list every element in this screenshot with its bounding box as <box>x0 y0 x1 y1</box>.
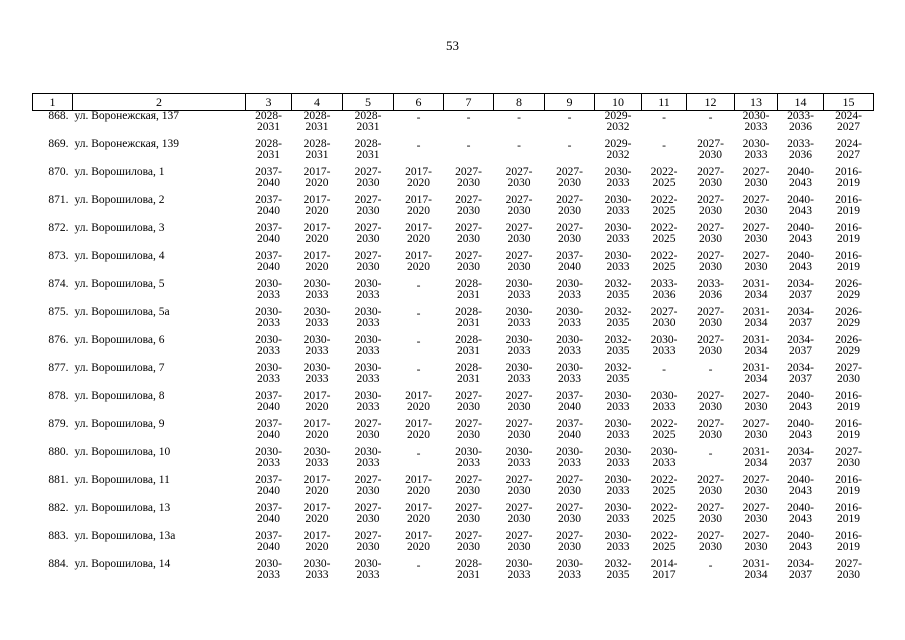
period-cell: 2027- 2030 <box>697 306 724 329</box>
period-cell: 2027- 2030 <box>354 418 382 441</box>
table-row <box>33 223 874 251</box>
period-cell: - <box>416 308 421 320</box>
column-header: 11 <box>642 94 687 111</box>
period-cell: 2027- 2030 <box>505 530 533 553</box>
table-row <box>33 363 874 391</box>
table-body <box>33 111 874 588</box>
period-cell: 2030- 2033 <box>354 558 382 581</box>
period-cell: 2028- 2031 <box>455 362 482 385</box>
column-header: 7 <box>444 94 494 111</box>
period-cell: 2027- 2030 <box>505 222 533 245</box>
period-cell: 2030- 2033 <box>303 558 331 581</box>
period-cell: 2022- 2025 <box>650 166 678 189</box>
period-cell: 2027- 2030 <box>742 418 770 441</box>
period-cell: 2017- 2020 <box>405 222 432 245</box>
period-cell: 2030- 2033 <box>650 446 678 469</box>
period-cell: 2027- 2030 <box>742 474 770 497</box>
period-cell: - <box>416 336 421 348</box>
table-row <box>33 419 874 447</box>
period-cell: 2030- 2033 <box>604 446 632 469</box>
period-cell: 2031- 2034 <box>742 334 770 357</box>
table-row <box>33 559 874 587</box>
row-number: 873. <box>48 250 69 262</box>
period-cell: 2040- 2043 <box>787 474 814 497</box>
period-cell: - <box>567 140 572 152</box>
table-row <box>33 167 874 195</box>
period-cell: 2032- 2035 <box>604 278 632 301</box>
period-cell: 2017- 2020 <box>405 502 432 525</box>
column-header: 1 <box>33 94 73 111</box>
period-cell: 2034- 2037 <box>787 278 814 301</box>
period-cell: 2030- 2033 <box>303 278 331 301</box>
period-cell: 2027- 2030 <box>556 502 583 525</box>
period-cell: 2027- 2030 <box>556 474 583 497</box>
period-cell: 2030- 2033 <box>505 278 533 301</box>
period-cell: 2032- 2035 <box>604 334 632 357</box>
period-cell: 2016- 2019 <box>835 250 862 273</box>
period-cell: - <box>416 112 421 124</box>
period-cell: 2030- 2033 <box>255 306 282 329</box>
period-cell: 2017- 2020 <box>405 474 432 497</box>
period-cell: - <box>416 280 421 292</box>
period-cell: - <box>416 448 421 460</box>
row-number: 876. <box>48 334 69 346</box>
period-cell: 2027- 2030 <box>556 166 583 189</box>
row-number: 884. <box>48 558 69 570</box>
period-cell: 2030- 2033 <box>604 222 632 245</box>
column-header: 12 <box>687 94 735 111</box>
period-cell: 2030- 2033 <box>742 138 770 161</box>
column-header: 9 <box>545 94 595 111</box>
period-cell: 2026- 2029 <box>835 278 862 301</box>
row-number: 868. <box>48 110 69 122</box>
period-cell: - <box>567 112 572 124</box>
period-cell: 2027- 2030 <box>455 474 482 497</box>
period-cell: 2030- 2033 <box>255 278 282 301</box>
period-cell: 2037- 2040 <box>255 418 282 441</box>
period-cell: - <box>662 364 666 376</box>
table-row <box>33 139 874 167</box>
period-cell: 2016- 2019 <box>835 502 862 525</box>
period-cell: 2037- 2040 <box>255 222 282 245</box>
period-cell: 2031- 2034 <box>742 558 770 581</box>
address-cell: ул. Воронежская, 137 <box>74 110 180 122</box>
period-cell: 2027- 2030 <box>742 222 770 245</box>
period-cell: 2027- 2030 <box>697 502 724 525</box>
period-cell: 2030- 2033 <box>604 474 632 497</box>
period-cell: 2017- 2020 <box>303 418 331 441</box>
period-cell: 2030- 2033 <box>354 446 382 469</box>
period-cell: 2017- 2020 <box>303 502 331 525</box>
table-row <box>33 335 874 363</box>
period-cell: 2017- 2020 <box>405 530 432 553</box>
period-cell: 2030- 2033 <box>354 390 382 413</box>
period-cell: 2017- 2020 <box>405 390 432 413</box>
period-cell: 2017- 2020 <box>303 530 331 553</box>
address-cell: ул. Ворошилова, 14 <box>74 558 171 570</box>
period-cell: 2030- 2033 <box>505 306 533 329</box>
period-cell: 2027- 2030 <box>556 194 583 217</box>
period-cell: - <box>466 140 471 152</box>
header-row <box>33 94 874 111</box>
period-cell: 2032- 2035 <box>604 362 632 385</box>
period-cell: 2030- 2033 <box>505 446 533 469</box>
period-cell: 2026- 2029 <box>835 334 862 357</box>
period-cell: 2030- 2033 <box>505 558 533 581</box>
period-cell: 2027- 2030 <box>354 530 382 553</box>
period-cell: 2030- 2033 <box>556 558 583 581</box>
column-header: 15 <box>824 94 874 111</box>
table-row <box>33 503 874 531</box>
period-cell: 2031- 2034 <box>742 362 770 385</box>
address-cell: ул. Ворошилова, 2 <box>74 194 165 206</box>
period-cell: 2027- 2030 <box>697 138 724 161</box>
period-cell: 2027- 2030 <box>650 306 678 329</box>
period-cell: 2027- 2030 <box>556 530 583 553</box>
period-cell: 2037- 2040 <box>255 250 282 273</box>
period-cell: - <box>708 560 713 572</box>
period-cell: 2030- 2033 <box>255 362 282 385</box>
period-cell: 2016- 2019 <box>835 530 862 553</box>
period-cell: 2016- 2019 <box>835 194 862 217</box>
period-cell: 2017- 2020 <box>303 166 331 189</box>
row-number: 879. <box>48 418 69 430</box>
period-cell: 2016- 2019 <box>835 222 862 245</box>
period-cell: 2030- 2033 <box>255 334 282 357</box>
row-number: 871. <box>48 194 69 206</box>
period-cell: 2030- 2033 <box>556 362 583 385</box>
row-number: 878. <box>48 390 69 402</box>
address-cell: ул. Ворошилова, 1 <box>74 166 165 178</box>
table-row <box>33 391 874 419</box>
period-cell: 2034- 2037 <box>787 334 814 357</box>
period-cell: 2029- 2032 <box>604 110 632 133</box>
period-cell: 2017- 2020 <box>405 166 432 189</box>
page-number: 53 <box>446 38 459 53</box>
period-cell: - <box>662 140 666 152</box>
period-cell: 2027- 2030 <box>505 474 533 497</box>
period-cell: 2030- 2033 <box>556 278 583 301</box>
period-cell: 2027- 2030 <box>697 390 724 413</box>
period-cell: 2033- 2036 <box>650 278 678 301</box>
period-cell: 2030- 2033 <box>354 278 382 301</box>
row-number: 870. <box>48 166 69 178</box>
period-cell: - <box>517 112 521 124</box>
address-cell: ул. Ворошилова, 13 <box>74 502 171 514</box>
period-cell: 2027- 2030 <box>505 390 533 413</box>
row-number: 875. <box>48 306 69 318</box>
period-cell: 2030- 2033 <box>556 306 583 329</box>
period-cell: 2037- 2040 <box>255 194 282 217</box>
period-cell: 2027- 2030 <box>505 194 533 217</box>
period-cell: 2037- 2040 <box>255 390 282 413</box>
period-cell: - <box>416 560 421 572</box>
period-cell: 2016- 2019 <box>835 418 862 441</box>
period-cell: 2027- 2030 <box>697 222 724 245</box>
table-row <box>33 251 874 279</box>
row-number: 881. <box>48 474 69 486</box>
period-cell: - <box>517 140 521 152</box>
period-cell: 2027- 2030 <box>742 194 770 217</box>
period-cell: 2027- 2030 <box>742 530 770 553</box>
period-cell: 2030- 2033 <box>255 446 282 469</box>
period-cell: 2037- 2040 <box>556 390 583 413</box>
period-cell: 2014- 2017 <box>650 558 678 581</box>
period-cell: 2027- 2030 <box>697 418 724 441</box>
address-cell: ул. Ворошилова, 4 <box>74 250 165 262</box>
period-cell: 2028- 2031 <box>354 138 382 161</box>
address-cell: ул. Ворошилова, 7 <box>74 362 165 374</box>
period-cell: 2030- 2033 <box>303 446 331 469</box>
period-cell: 2027- 2030 <box>354 250 382 273</box>
period-cell: 2027- 2030 <box>742 166 770 189</box>
address-cell: ул. Ворошилова, 11 <box>74 474 170 486</box>
column-header: 13 <box>735 94 778 111</box>
row-number: 883. <box>48 530 69 542</box>
period-cell: 2030- 2033 <box>556 334 583 357</box>
table-row <box>33 111 874 140</box>
period-cell: 2030- 2033 <box>650 334 678 357</box>
table-row <box>33 307 874 335</box>
period-cell: 2017- 2020 <box>303 474 331 497</box>
period-cell: 2037- 2040 <box>255 530 282 553</box>
period-cell: 2027- 2030 <box>354 222 382 245</box>
period-cell: 2027- 2030 <box>697 334 724 357</box>
period-cell: 2028- 2031 <box>455 278 482 301</box>
period-cell: 2027- 2030 <box>354 474 382 497</box>
period-cell: 2040- 2043 <box>787 418 814 441</box>
column-header: 4 <box>292 94 343 111</box>
table-row <box>33 279 874 307</box>
period-cell: 2027- 2030 <box>742 390 770 413</box>
period-cell: 2030- 2033 <box>556 446 583 469</box>
schedule-table <box>32 93 874 587</box>
period-cell: 2030- 2033 <box>650 390 678 413</box>
address-cell: ул. Ворошилова, 10 <box>74 446 171 458</box>
period-cell: 2017- 2020 <box>405 250 432 273</box>
period-cell: 2017- 2020 <box>303 222 331 245</box>
period-cell: 2024- 2027 <box>835 138 862 161</box>
period-cell: 2022- 2025 <box>650 250 678 273</box>
row-number: 869. <box>48 138 69 150</box>
period-cell: 2022- 2025 <box>650 418 678 441</box>
period-cell: 2037- 2040 <box>556 250 583 273</box>
period-cell: 2027- 2030 <box>354 502 382 525</box>
period-cell: 2037- 2040 <box>556 418 583 441</box>
period-cell: 2016- 2019 <box>835 390 862 413</box>
period-cell: 2027- 2030 <box>455 502 482 525</box>
period-cell: 2040- 2043 <box>787 250 814 273</box>
period-cell: 2033- 2036 <box>787 138 814 161</box>
period-cell: 2027- 2030 <box>455 390 482 413</box>
period-cell: - <box>708 364 713 376</box>
period-cell: 2030- 2033 <box>354 306 382 329</box>
period-cell: 2037- 2040 <box>255 502 282 525</box>
row-number: 877. <box>48 362 69 374</box>
period-cell: 2030- 2033 <box>604 502 632 525</box>
address-cell: ул. Ворошилова, 5 <box>74 278 165 290</box>
column-header: 6 <box>394 94 444 111</box>
address-cell: ул. Ворошилова, 13а <box>74 530 176 542</box>
period-cell: 2027- 2030 <box>835 362 862 385</box>
period-cell: 2030- 2033 <box>303 306 331 329</box>
address-cell: ул. Воронежская, 139 <box>74 138 180 150</box>
period-cell: 2017- 2020 <box>405 418 432 441</box>
period-cell: 2034- 2037 <box>787 306 814 329</box>
period-cell: 2027- 2030 <box>354 166 382 189</box>
period-cell: 2040- 2043 <box>787 530 814 553</box>
period-cell: 2027- 2030 <box>697 194 724 217</box>
table-row <box>33 475 874 503</box>
period-cell: 2030- 2033 <box>604 194 632 217</box>
period-cell: 2030- 2033 <box>604 250 632 273</box>
period-cell: 2027- 2030 <box>742 250 770 273</box>
period-cell: 2040- 2043 <box>787 390 814 413</box>
period-cell: 2030- 2033 <box>303 334 331 357</box>
period-cell: 2017- 2020 <box>405 194 432 217</box>
period-cell: 2027- 2030 <box>455 250 482 273</box>
period-cell: 2034- 2037 <box>787 446 814 469</box>
period-cell: 2027- 2030 <box>835 558 862 581</box>
period-cell: 2033- 2036 <box>697 278 724 301</box>
period-cell: 2030- 2033 <box>255 558 282 581</box>
table-row <box>33 447 874 475</box>
period-cell: 2031- 2034 <box>742 446 770 469</box>
period-cell: 2037- 2040 <box>255 474 282 497</box>
period-cell: 2032- 2035 <box>604 306 632 329</box>
period-cell: 2030- 2033 <box>505 362 533 385</box>
period-cell: 2030- 2033 <box>455 446 482 469</box>
period-cell: 2027- 2030 <box>697 166 724 189</box>
address-cell: ул. Ворошилова, 5а <box>74 306 170 318</box>
period-cell: 2026- 2029 <box>835 306 862 329</box>
period-cell: 2027- 2030 <box>556 222 583 245</box>
period-cell: 2027- 2030 <box>697 474 724 497</box>
period-cell: 2030- 2033 <box>604 390 632 413</box>
period-cell: 2030- 2033 <box>303 362 331 385</box>
period-cell: 2028- 2031 <box>455 306 482 329</box>
period-cell: 2029- 2032 <box>604 138 632 161</box>
row-number: 872. <box>48 222 69 234</box>
period-cell: 2031- 2034 <box>742 306 770 329</box>
column-header: 8 <box>494 94 545 111</box>
period-cell: - <box>708 448 713 460</box>
table-row <box>33 195 874 223</box>
period-cell: 2030- 2033 <box>604 166 632 189</box>
column-header: 3 <box>246 94 292 111</box>
period-cell: 2027- 2030 <box>742 502 770 525</box>
period-cell: 2030- 2033 <box>604 418 632 441</box>
column-header: 10 <box>595 94 642 111</box>
period-cell: 2028- 2031 <box>455 558 482 581</box>
period-cell: - <box>662 112 666 124</box>
period-cell: 2040- 2043 <box>787 222 814 245</box>
period-cell: 2027- 2030 <box>455 194 482 217</box>
period-cell: 2037- 2040 <box>255 166 282 189</box>
period-cell: 2028- 2031 <box>303 138 331 161</box>
period-cell: 2027- 2030 <box>835 446 862 469</box>
period-cell: 2027- 2030 <box>505 502 533 525</box>
period-cell: 2022- 2025 <box>650 194 678 217</box>
period-cell: 2028- 2031 <box>255 138 282 161</box>
column-header: 14 <box>778 94 824 111</box>
period-cell: 2040- 2043 <box>787 166 814 189</box>
period-cell: 2027- 2030 <box>697 250 724 273</box>
period-cell: 2016- 2019 <box>835 166 862 189</box>
address-cell: ул. Ворошилова, 8 <box>74 390 165 402</box>
row-number: 874. <box>48 278 69 290</box>
period-cell: 2017- 2020 <box>303 250 331 273</box>
address-cell: ул. Ворошилова, 6 <box>74 334 165 346</box>
period-cell: 2027- 2030 <box>505 166 533 189</box>
period-cell: 2016- 2019 <box>835 474 862 497</box>
row-number: 882. <box>48 502 69 514</box>
period-cell: 2030- 2033 <box>505 334 533 357</box>
period-cell: 2024- 2027 <box>835 110 862 133</box>
period-cell: - <box>708 112 713 124</box>
period-cell: 2022- 2025 <box>650 502 678 525</box>
period-cell: 2017- 2020 <box>303 194 331 217</box>
period-cell: 2030- 2033 <box>354 334 382 357</box>
address-cell: ул. Ворошилова, 3 <box>74 222 165 234</box>
table-row <box>33 531 874 559</box>
period-cell: 2030- 2033 <box>604 530 632 553</box>
period-cell: 2027- 2030 <box>455 166 482 189</box>
period-cell: 2034- 2037 <box>787 362 814 385</box>
period-cell: 2033- 2036 <box>787 110 814 133</box>
period-cell: 2027- 2030 <box>354 194 382 217</box>
period-cell: 2028- 2031 <box>455 334 482 357</box>
period-cell: 2027- 2030 <box>455 418 482 441</box>
period-cell: 2027- 2030 <box>697 530 724 553</box>
column-header: 2 <box>73 94 246 111</box>
period-cell: 2030- 2033 <box>742 110 770 133</box>
column-header: 5 <box>343 94 394 111</box>
period-cell: 2028- 2031 <box>354 110 382 133</box>
period-cell: - <box>416 364 421 376</box>
period-cell: 2028- 2031 <box>303 110 331 133</box>
row-number: 880. <box>48 446 69 458</box>
period-cell: 2027- 2030 <box>505 418 533 441</box>
period-cell: 2027- 2030 <box>505 250 533 273</box>
period-cell: 2027- 2030 <box>455 530 482 553</box>
period-cell: 2031- 2034 <box>742 278 770 301</box>
period-cell: 2040- 2043 <box>787 502 814 525</box>
period-cell: 2034- 2037 <box>787 558 814 581</box>
period-cell: - <box>466 112 471 124</box>
period-cell: 2027- 2030 <box>455 222 482 245</box>
period-cell: 2040- 2043 <box>787 194 814 217</box>
period-cell: 2030- 2033 <box>354 362 382 385</box>
period-cell: 2032- 2035 <box>604 558 632 581</box>
period-cell: - <box>416 140 421 152</box>
period-cell: 2028- 2031 <box>255 110 282 133</box>
period-cell: 2017- 2020 <box>303 390 331 413</box>
period-cell: 2022- 2025 <box>650 222 678 245</box>
address-cell: ул. Ворошилова, 9 <box>74 418 165 430</box>
period-cell: 2022- 2025 <box>650 530 678 553</box>
period-cell: 2022- 2025 <box>650 474 678 497</box>
